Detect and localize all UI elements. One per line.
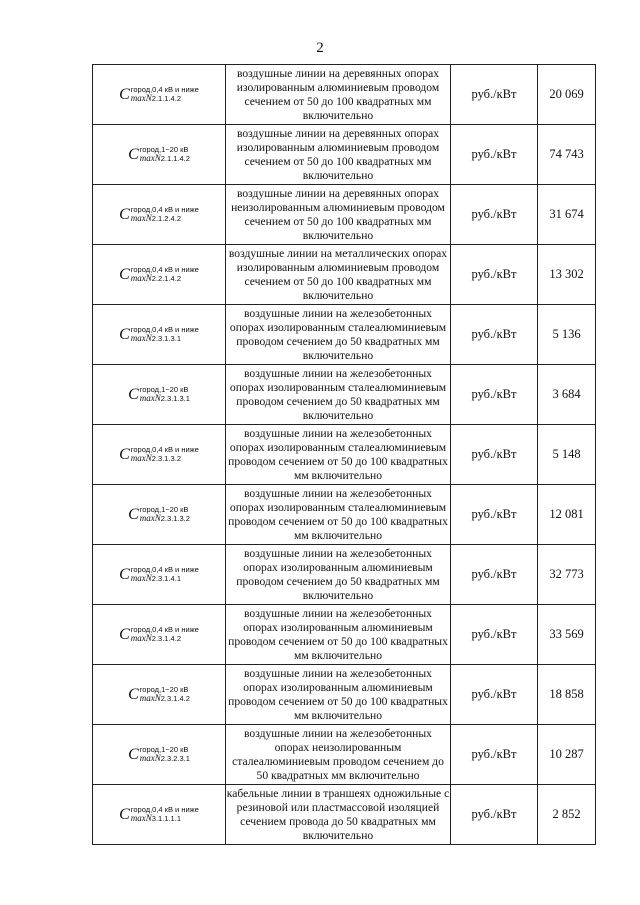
table-row	[93, 665, 596, 725]
rate-symbol-subscript-code: 2.1.1.4.2	[160, 153, 190, 163]
rate-symbol-subscript	[131, 574, 181, 583]
rate-symbol-subscript-max: maxN	[139, 692, 161, 703]
page-number: 2	[316, 40, 324, 56]
unit-cell: руб./кВт	[451, 425, 538, 485]
rate-symbol	[119, 806, 199, 823]
rate-symbol-superscript: город,1−20 кВ	[139, 504, 189, 514]
line-description: воздушные линии на железобетонных опорах изолированным алюминиевым проводом сечением от 50 до 100 квадратных мм включительно	[226, 605, 451, 665]
unit-cell: руб./кВт	[451, 65, 538, 125]
rate-value: 33 569	[538, 605, 596, 665]
unit-cell: руб./кВт	[451, 245, 538, 305]
rate-symbol-superscript: город,0,4 кВ и ниже	[130, 324, 199, 334]
rate-symbol-subscript-code: 2.1.2.4.2	[151, 213, 181, 223]
rate-value: 20 069	[538, 65, 596, 125]
table-row	[93, 785, 596, 845]
rate-symbol-superscript: город,0,4 кВ и ниже	[130, 204, 199, 214]
rate-symbol-cell	[93, 725, 226, 785]
tariff-table	[92, 64, 596, 845]
rate-symbol-letter: C	[119, 625, 130, 643]
unit-cell: руб./кВт	[451, 365, 538, 425]
rate-symbol-subscript	[131, 814, 181, 823]
line-description: воздушные линии на деревянных опорах изолированным алюминиевым проводом сечением от 50 до 100 квадратных мм включительно	[226, 65, 451, 125]
rate-symbol	[119, 626, 199, 643]
rate-symbol-subscript	[131, 454, 181, 463]
rate-symbol-cell	[93, 125, 226, 185]
table-row	[93, 425, 596, 485]
rate-symbol-subscript-max: maxN	[130, 572, 152, 583]
rate-symbol	[128, 506, 190, 523]
table-row	[93, 605, 596, 665]
rate-symbol-letter: C	[119, 445, 130, 463]
rate-symbol-subscript-code: 2.3.1.4.2	[160, 693, 190, 703]
rate-value: 31 674	[538, 185, 596, 245]
rate-symbol-superscript: город,0,4 кВ и ниже	[130, 264, 199, 274]
rate-symbol-subscript-max: maxN	[130, 452, 152, 463]
rate-value: 18 858	[538, 665, 596, 725]
rate-symbol-subscript-max: maxN	[130, 212, 152, 223]
rate-symbol-letter: C	[119, 265, 130, 283]
rate-symbol-cell	[93, 65, 226, 125]
unit-cell: руб./кВт	[451, 185, 538, 245]
rate-value: 10 287	[538, 725, 596, 785]
rate-symbol-cell	[93, 665, 226, 725]
rate-symbol-subscript-max: maxN	[130, 272, 152, 283]
rate-symbol-subscript	[140, 694, 190, 703]
line-description: воздушные линии на металлических опорах изолированным алюминиевым проводом сечением от 50 до 100 квадратных мм включительно	[226, 245, 451, 305]
rate-symbol-cell	[93, 545, 226, 605]
unit-cell: руб./кВт	[451, 485, 538, 545]
unit-cell: руб./кВт	[451, 305, 538, 365]
rate-symbol-subscript-code: 3.1.1.1.1	[151, 813, 181, 823]
table-row	[93, 485, 596, 545]
unit-cell: руб./кВт	[451, 665, 538, 725]
rate-symbol-subscript-max: maxN	[139, 752, 161, 763]
rate-symbol-letter: C	[119, 805, 130, 823]
rate-symbol-letter: C	[119, 565, 130, 583]
rate-symbol-letter: C	[128, 145, 139, 163]
rate-symbol	[119, 86, 199, 103]
rate-symbol-subscript	[140, 514, 190, 523]
line-description: воздушные линии на железобетонных опорах изолированным сталеалюминиевым проводом сечением до 50 квадратных мм включительно	[226, 305, 451, 365]
unit-cell: руб./кВт	[451, 605, 538, 665]
rate-symbol-subscript	[131, 274, 181, 283]
rate-symbol-letter: C	[128, 685, 139, 703]
table-row	[93, 365, 596, 425]
rate-symbol-letter: C	[128, 505, 139, 523]
rate-symbol-subscript-code: 2.3.1.3.2	[160, 513, 190, 523]
unit-cell: руб./кВт	[451, 725, 538, 785]
table-row	[93, 305, 596, 365]
rate-symbol-superscript: город,0,4 кВ и ниже	[130, 624, 199, 634]
rate-value: 13 302	[538, 245, 596, 305]
rate-symbol	[128, 146, 190, 163]
rate-symbol	[119, 326, 199, 343]
rate-symbol-subscript	[131, 214, 181, 223]
rate-value: 3 684	[538, 365, 596, 425]
rate-symbol-cell	[93, 425, 226, 485]
rate-symbol-subscript-code: 2.2.1.4.2	[151, 273, 181, 283]
unit-cell: руб./кВт	[451, 125, 538, 185]
rate-symbol-subscript	[131, 94, 181, 103]
rate-symbol	[119, 206, 199, 223]
rate-symbol-superscript: город,0,4 кВ и ниже	[130, 84, 199, 94]
rate-symbol-subscript-code: 2.3.2.3.1	[160, 753, 190, 763]
line-description: воздушные линии на деревянных опорах изолированным алюминиевым проводом сечением от 50 до 100 квадратных мм включительно	[226, 125, 451, 185]
rate-symbol-letter: C	[128, 385, 139, 403]
rate-symbol	[128, 386, 190, 403]
rate-symbol-subscript-code: 2.3.1.4.2	[151, 633, 181, 643]
line-description: воздушные линии на железобетонных опорах изолированным сталеалюминиевым проводом сечением от 50 до 100 квадратных мм включительно	[226, 485, 451, 545]
rate-symbol-subscript-code: 2.3.1.3.1	[160, 393, 190, 403]
rate-symbol-subscript-max: maxN	[130, 332, 152, 343]
rate-symbol-subscript-code: 2.1.1.4.2	[151, 93, 181, 103]
rate-symbol-letter: C	[119, 325, 130, 343]
line-description: воздушные линии на железобетонных опорах изолированным сталеалюминиевым проводом сечением от 50 до 100 квадратных мм включительно	[226, 425, 451, 485]
table-row	[93, 725, 596, 785]
rate-symbol-letter: C	[128, 745, 139, 763]
line-description: воздушные линии на железобетонных опорах изолированным сталеалюминиевым проводом сечением до 50 квадратных мм включительно	[226, 365, 451, 425]
rate-symbol-superscript: город,1−20 кВ	[139, 384, 189, 394]
tariff-table-body	[93, 65, 596, 845]
rate-symbol-letter: C	[119, 85, 130, 103]
rate-symbol-cell	[93, 785, 226, 845]
rate-symbol-subscript-max: maxN	[139, 392, 161, 403]
rate-value: 74 743	[538, 125, 596, 185]
line-description: кабельные линии в траншеях одножильные с резиновой или пластмассовой изоляцией сечением провода до 50 квадратных мм включительно	[226, 785, 451, 845]
rate-symbol	[119, 446, 199, 463]
rate-symbol-superscript: город,1−20 кВ	[139, 144, 189, 154]
rate-symbol-subscript	[131, 634, 181, 643]
rate-symbol-subscript	[131, 334, 181, 343]
line-description: воздушные линии на железобетонных опорах изолированным алюминиевым проводом сечением до 50 квадратных мм включительно	[226, 545, 451, 605]
rate-symbol-subscript-max: maxN	[139, 512, 161, 523]
rate-value: 2 852	[538, 785, 596, 845]
rate-symbol-subscript-max: maxN	[139, 152, 161, 163]
rate-symbol-cell	[93, 305, 226, 365]
rate-symbol	[128, 746, 190, 763]
rate-symbol-superscript: город,0,4 кВ и ниже	[130, 444, 199, 454]
rate-symbol	[119, 566, 199, 583]
rate-symbol-cell	[93, 605, 226, 665]
rate-symbol-subscript-max: maxN	[130, 92, 152, 103]
rate-symbol-subscript-max: maxN	[130, 632, 152, 643]
rate-symbol-superscript: город,0,4 кВ и ниже	[130, 564, 199, 574]
rate-symbol-cell	[93, 485, 226, 545]
line-description: воздушные линии на железобетонных опорах изолированным алюминиевым проводом сечением от 50 до 100 квадратных мм включительно	[226, 665, 451, 725]
rate-symbol-subscript-code: 2.3.1.3.2	[151, 453, 181, 463]
rate-symbol-subscript	[140, 154, 190, 163]
rate-value: 5 148	[538, 425, 596, 485]
rate-symbol-subscript-code: 2.3.1.3.1	[151, 333, 181, 343]
rate-symbol-subscript-max: maxN	[130, 812, 152, 823]
rate-symbol	[119, 266, 199, 283]
rate-symbol-subscript	[140, 754, 190, 763]
rate-value: 5 136	[538, 305, 596, 365]
line-description: воздушные линии на деревянных опорах неизолированным алюминиевым проводом сечением от 50 до 100 квадратных мм включительно	[226, 185, 451, 245]
rate-symbol-cell	[93, 365, 226, 425]
unit-cell: руб./кВт	[451, 785, 538, 845]
rate-symbol	[128, 686, 190, 703]
rate-symbol-cell	[93, 185, 226, 245]
table-row	[93, 65, 596, 125]
rate-symbol-letter: C	[119, 205, 130, 223]
rate-symbol-superscript: город,1−20 кВ	[139, 684, 189, 694]
rate-value: 32 773	[538, 545, 596, 605]
rate-value: 12 081	[538, 485, 596, 545]
unit-cell: руб./кВт	[451, 545, 538, 605]
table-row	[93, 125, 596, 185]
rate-symbol-cell	[93, 245, 226, 305]
table-row	[93, 185, 596, 245]
table-row	[93, 545, 596, 605]
rate-symbol-subscript-code: 2.3.1.4.1	[151, 573, 181, 583]
rate-symbol-subscript	[140, 394, 190, 403]
rate-symbol-superscript: город,1−20 кВ	[139, 744, 189, 754]
line-description: воздушные линии на железобетонных опорах неизолированным сталеалюминиевым проводом сечением до 50 квадратных мм включительно	[226, 725, 451, 785]
table-row	[93, 245, 596, 305]
rate-symbol-superscript: город,0,4 кВ и ниже	[130, 804, 199, 814]
